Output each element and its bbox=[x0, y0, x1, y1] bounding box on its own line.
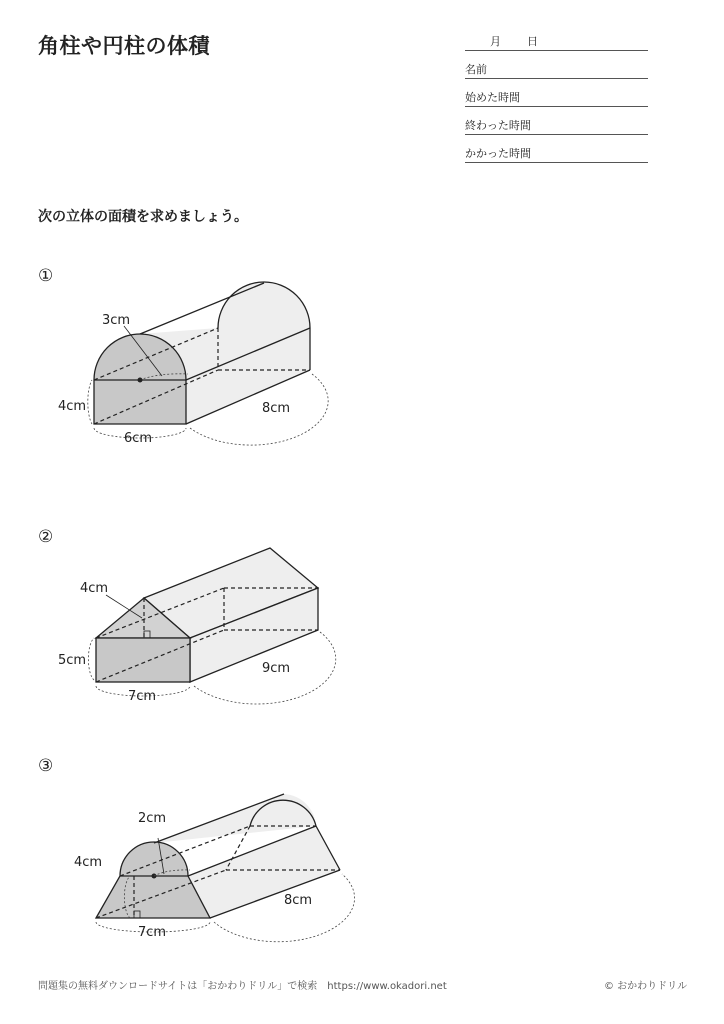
p3-label-height: 4cm bbox=[74, 855, 103, 870]
footer-site-text: 問題集の無料ダウンロードサイトは「おかわりドリル」で検索 https://www.okadori.net bbox=[38, 981, 447, 992]
problem-3-number: ③ bbox=[38, 756, 54, 776]
month-label: 月 bbox=[490, 35, 501, 48]
problem-2-number: ② bbox=[38, 527, 54, 547]
footer-copyright: © おかわりドリル bbox=[604, 981, 688, 992]
problem-1-figure bbox=[0, 270, 400, 470]
p2-label-triangle-height: 4cm bbox=[80, 581, 109, 596]
p2-label-depth: 9cm bbox=[262, 661, 291, 676]
p2-label-width: 7cm bbox=[128, 689, 157, 704]
p3-label-radius: 2cm bbox=[138, 811, 167, 826]
problem-3-figure bbox=[0, 780, 400, 950]
elapsed-time-label: かかった時間 bbox=[465, 147, 531, 160]
p3-label-width: 7cm bbox=[138, 925, 167, 940]
page-title: 角柱や円柱の体積 bbox=[38, 34, 210, 58]
problem-1-number: ① bbox=[38, 266, 54, 286]
day-label: 日 bbox=[527, 35, 538, 48]
p1-label-width: 6cm bbox=[124, 431, 153, 446]
p1-label-radius: 3cm bbox=[102, 313, 131, 328]
p2-label-height: 5cm bbox=[58, 653, 87, 668]
start-time-label: 始めた時間 bbox=[465, 91, 520, 104]
name-field[interactable] bbox=[465, 64, 648, 79]
date-field[interactable] bbox=[465, 36, 648, 51]
elapsed-time-field[interactable] bbox=[465, 148, 648, 163]
end-time-label: 終わった時間 bbox=[465, 119, 531, 132]
end-time-field[interactable] bbox=[465, 120, 648, 135]
problem-2-figure bbox=[0, 540, 400, 720]
instruction-text: 次の立体の面積を求めましょう。 bbox=[38, 209, 248, 225]
name-label: 名前 bbox=[465, 63, 487, 76]
start-time-field[interactable] bbox=[465, 92, 648, 107]
p1-label-height: 4cm bbox=[58, 399, 87, 414]
p3-label-depth: 8cm bbox=[284, 893, 313, 908]
p1-label-depth: 8cm bbox=[262, 401, 291, 416]
